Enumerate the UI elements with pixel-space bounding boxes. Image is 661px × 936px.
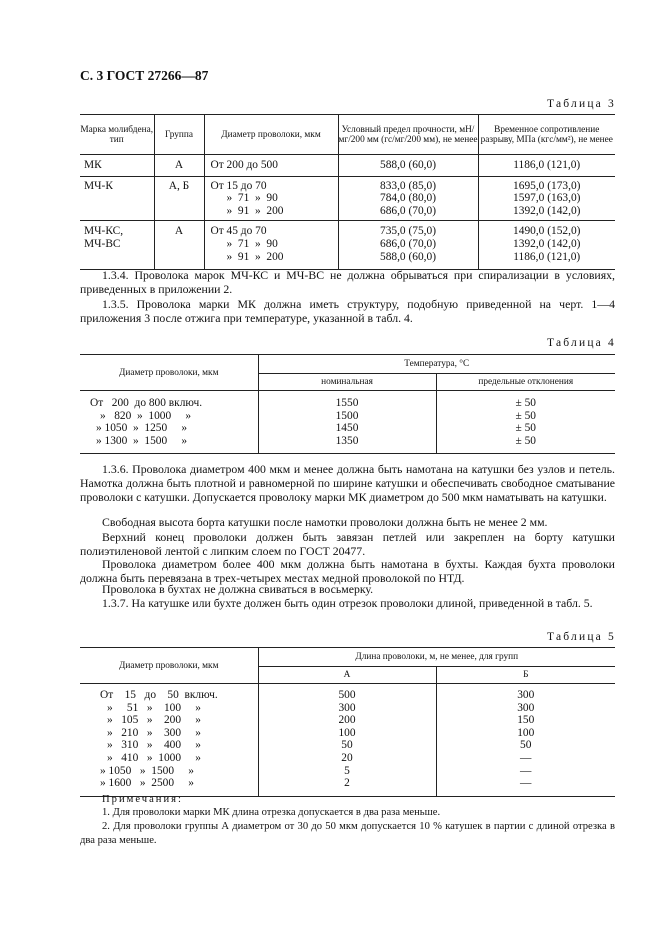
cell-line: 5 [344, 764, 350, 777]
t3-tensile [478, 176, 615, 221]
cell-line: ± 50 [515, 434, 536, 447]
cell-line: 200 [338, 714, 356, 727]
cell-line: 833,0 (85,0) [380, 179, 436, 192]
cell-line: От 200 до 800 включ. [90, 397, 203, 409]
cell-line: » 1600 » 2500 » [100, 777, 194, 790]
t3-yield [338, 221, 478, 270]
cell-line: — [520, 751, 532, 764]
t3-group: А [154, 155, 204, 177]
cell-line: 1597,0 (163,0) [513, 192, 581, 205]
para-free-height: Свободная высота борта катушки после намотки проволоки должна быть не менее 2 мм. [102, 515, 548, 529]
t4-nominal [258, 391, 436, 454]
table4-col-temp: Температура, °С [258, 355, 615, 374]
table3-col-group: Группа [154, 115, 204, 155]
table3-caption: Таблица 3 [547, 98, 616, 110]
table-row [80, 221, 615, 270]
cell-line: 150 [517, 714, 535, 727]
t3-tensile [478, 155, 615, 177]
cell-line: 100 [338, 726, 356, 739]
t3-diam [204, 176, 338, 221]
para-upper-end: Верхний конец проволоки должен быть завязан петлей или закреплен на борту катушки полиэтиленовой лентой с липким слоем по ГОСТ 20477. [80, 530, 615, 559]
cell-line: ± 50 [515, 422, 536, 435]
table5 [80, 647, 615, 797]
cell-line: ± 50 [515, 409, 536, 422]
cell-line: 1500 [335, 409, 359, 422]
table5-caption: Таблица 5 [547, 631, 616, 643]
cell-line: 784,0 (80,0) [380, 192, 436, 205]
notes-title: Примечания: [102, 794, 183, 805]
t3-diam [204, 221, 338, 270]
cell-line: » 310 » 400 » [107, 739, 201, 752]
cell-line: » 820 » 1000 » [100, 409, 192, 422]
table5-col-b: Б [436, 667, 615, 684]
table3-col-tensile [478, 115, 615, 155]
t3-mark: МЧ-КС, МЧ-ВС [80, 221, 154, 270]
table3-col-tensile-label: Временное сопротивление разрыву, МПа (кгс/мм²), не менее [480, 124, 613, 145]
para-1-3-4: 1.3.4. Проволока марок МЧ-КС и МЧ-ВС не должна обрываться при спирализации в условиях, приведенных в приложении 2. [80, 268, 615, 297]
para-1-3-6: 1.3.6. Проволока диаметром 400 мкм и менее должна быть намотана на катушки без узлов и петель. Намотка должна быть плотной и равномерной по ширине катушки и обеспечивать свободное сматывание проволоки с катушки. Допускается проволоку марки МК диаметром до 500 мкм наматывать на катушки. [80, 462, 615, 505]
cell-line: ± 50 [515, 397, 536, 409]
cell-line: 735,0 (75,0) [380, 225, 436, 238]
table5-col-a: А [258, 667, 436, 684]
cell-line: » 91 » 200 [226, 204, 284, 217]
t3-mark: МЧ-К [80, 176, 154, 221]
cell-line: От 15 до 70 [210, 179, 267, 192]
t5-diam [80, 684, 258, 797]
t3-diam [204, 155, 338, 177]
cell-line: 50 [520, 739, 532, 752]
para-figure-eight: Проволока в бухтах не должна свиваться в восьмерку. [102, 582, 374, 596]
t3-tensile [478, 221, 615, 270]
cell-line: 100 [517, 726, 535, 739]
cell-line: 1695,0 (173,0) [513, 179, 581, 192]
cell-line: 300 [517, 689, 535, 701]
cell-line: 1186,0 (121,0) [513, 250, 581, 263]
cell-line: 588,0 (60,0) [380, 159, 436, 171]
t5-a [258, 684, 436, 797]
para-coils: Проволока диаметром более 400 мкм должна быть намотана в бухты. Каждая бухта проволоки должна быть перевязана в трех-четырех местах медной проволокой по НТД. [80, 557, 615, 586]
para-1-3-7: 1.3.7. На катушке или бухте должен быть один отрезок проволоки длиной, приведенной в табл. 5. [102, 596, 593, 610]
note-1: 1. Для проволоки марки МК длина отрезка допускается в два раза меньше. [102, 807, 441, 818]
t5-b [436, 684, 615, 797]
table5-col-length: Длина проволоки, м, не менее, для групп [258, 648, 615, 667]
cell-line: » 1050 » 1250 » [96, 422, 188, 435]
cell-line: 1490,0 (152,0) [513, 225, 581, 238]
cell-line: 500 [338, 689, 356, 701]
table4 [80, 354, 615, 454]
cell-line: » 1050 » 1500 » [100, 764, 194, 777]
t3-mark: МК [80, 155, 154, 177]
note-2: 2. Для проволоки группы А диаметром от 30 до 50 мкм допускается 10 % катушек в партии с длиной отрезка в два раза меньше. [80, 821, 615, 846]
cell-line: » 51 » 100 » [107, 701, 201, 714]
cell-line: 1186,0 (121,0) [513, 159, 581, 171]
cell-line: 2 [344, 777, 350, 790]
table3-col-diam: Диаметр проволоки, мкм [204, 115, 338, 155]
cell-line: 1450 [335, 422, 359, 435]
table-row [80, 176, 615, 221]
cell-line: 20 [341, 751, 353, 764]
table-row [80, 155, 615, 177]
cell-line: 300 [517, 701, 535, 714]
cell-line: 300 [338, 701, 356, 714]
t3-group: А [154, 221, 204, 270]
table3 [80, 114, 615, 270]
t4-dev [436, 391, 615, 454]
cell-line: » 210 » 300 » [107, 726, 201, 739]
table3-col-mark: Марка молибдена, тип [80, 115, 154, 155]
cell-line: » 1300 » 1500 » [96, 434, 188, 447]
cell-line: 588,0 (60,0) [380, 250, 436, 263]
cell-line: — [520, 777, 532, 790]
cell-line: 1550 [335, 397, 359, 409]
cell-line: — [520, 764, 532, 777]
t3-yield [338, 176, 478, 221]
cell-line: 1350 [335, 434, 359, 447]
cell-line: » 105 » 200 » [107, 714, 201, 727]
table-row [80, 684, 615, 797]
cell-line: От 15 до 50 включ. [100, 689, 218, 701]
cell-line: » 410 » 1000 » [107, 751, 201, 764]
table4-col-diam: Диаметр проволоки, мкм [80, 355, 258, 391]
para-1-3-5: 1.3.5. Проволока марки МК должна иметь структуру, подобную приведенной на черт. 1—4 приложения 3 после отжига при температуре, указанной в табл. 4. [80, 297, 615, 326]
table4-caption: Таблица 4 [547, 337, 616, 349]
t4-diam [80, 391, 258, 454]
t3-group: А, Б [154, 176, 204, 221]
t3-yield [338, 155, 478, 177]
table3-col-yield: Условный предел прочности, мН/мг/200 мм (гс/мг/200 мм), не менее [338, 115, 478, 155]
cell-line: » 71 » 90 [226, 192, 278, 205]
cell-line: От 200 до 500 [210, 159, 278, 171]
table-row [80, 391, 615, 454]
cell-line: 686,0 (70,0) [380, 237, 436, 250]
table5-col-diam: Диаметр проволоки, мкм [80, 648, 258, 684]
cell-line: » 71 » 90 [226, 237, 278, 250]
table4-col-dev: предельные отклонения [436, 374, 615, 391]
cell-line: 1392,0 (142,0) [513, 237, 581, 250]
page-header: С. 3 ГОСТ 27266—87 [80, 68, 209, 83]
cell-line: » 91 » 200 [226, 250, 284, 263]
cell-line: 686,0 (70,0) [380, 204, 436, 217]
table4-col-nominal: номинальная [258, 374, 436, 391]
cell-line: 1392,0 (142,0) [513, 204, 581, 217]
cell-line: От 45 до 70 [210, 225, 267, 238]
cell-line: 50 [341, 739, 353, 752]
